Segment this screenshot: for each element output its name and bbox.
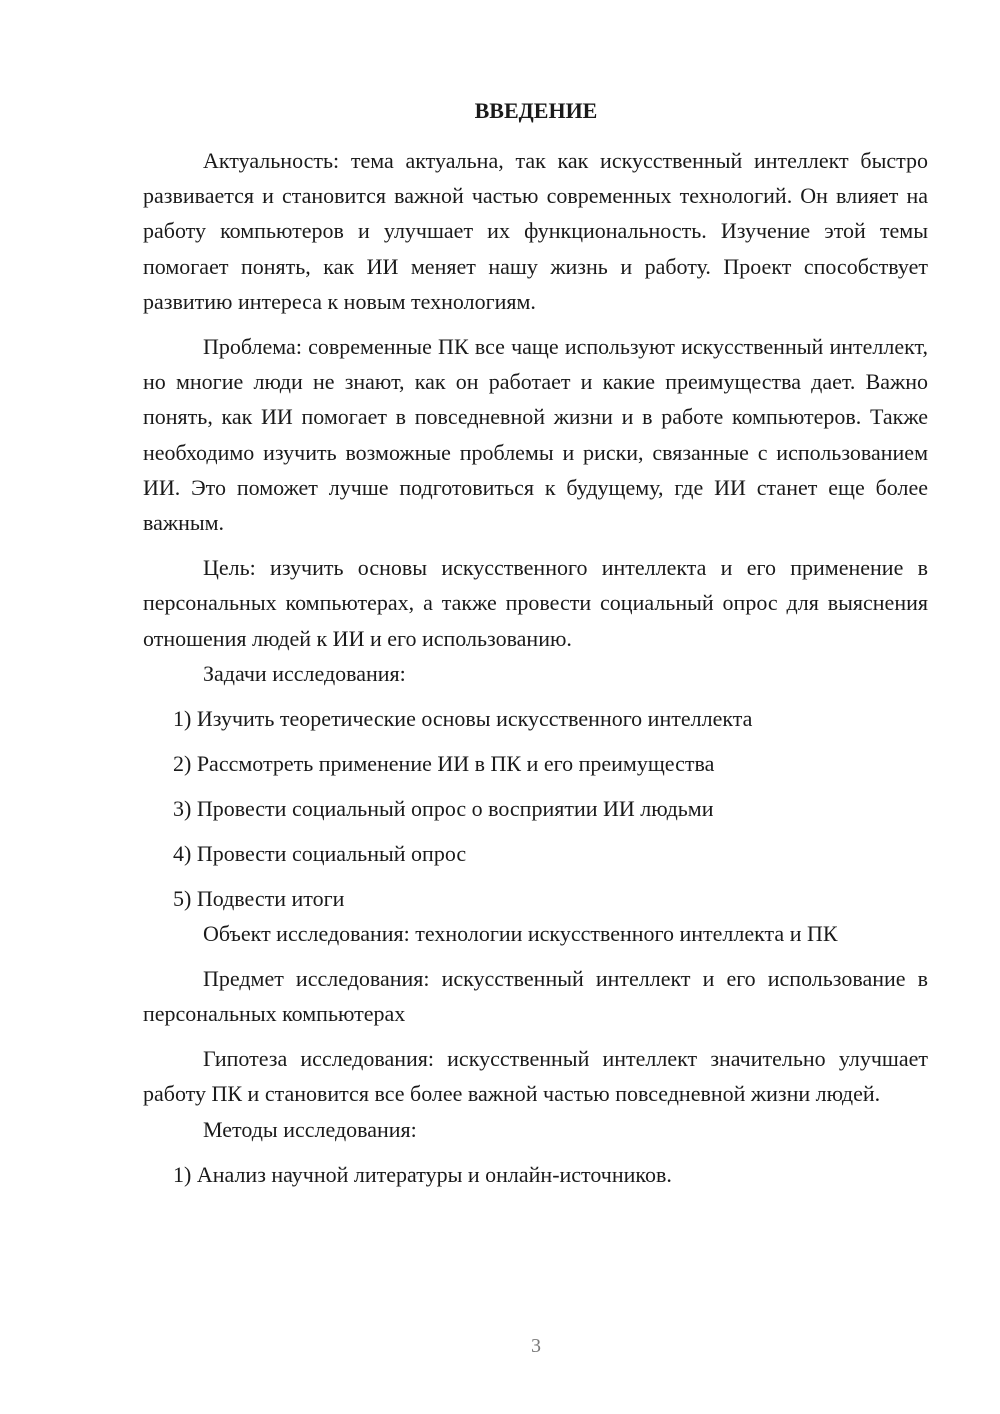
methods-list <box>143 1157 928 1192</box>
paragraph-hypothesis: Гипотеза исследования: искусственный интеллект значительно улучшает работу ПК и становится все более важной частью повседневной жизни людей. <box>143 1046 928 1107</box>
list-item: 1) Анализ научной литературы и онлайн-источников. <box>173 1161 672 1187</box>
list-item: 3) Провести социальный опрос о восприятии ИИ людьми <box>173 795 714 821</box>
paragraph-subject: Предмет исследования: искусственный интеллект и его использование в персональных компьютерах <box>143 965 928 1027</box>
paragraph-problem: Проблема: современные ПК все чаще используют искусственный интеллект, но многие люди не знают, как он работает и какие преимущества дает. Важно понять, как ИИ помогает в повседневной жизни и в работе компьютеров. Также необходимо изучить возможные проблемы и риски, связанные с использованием ИИ. Это поможет лучше подготовиться к будущему, где ИИ станет еще более важным. <box>143 334 928 536</box>
paragraph-object: Объект исследования: технологии искусственного интеллекта и ПК <box>203 920 838 946</box>
section-heading: ВВЕДЕНИЕ <box>474 98 598 123</box>
list-item: 5) Подвести итоги <box>173 885 345 911</box>
list-item: 1) Изучить теоретические основы искусственного интеллекта <box>173 705 753 731</box>
paragraph-relevance: Актуальность: тема актуальна, так как искусственный интеллект быстро развивается и становится важной частью современных технологий. Он влияет на работу компьютеров и улучшает их функциональность. Изучение этой темы помогает понять, как ИИ меняет нашу жизнь и работу. Проект способствует развитию интереса к новым технологиям. <box>143 148 928 314</box>
methods-title: Методы исследования: <box>203 1116 417 1142</box>
list-item: 2) Рассмотреть применение ИИ в ПК и его преимущества <box>173 750 715 776</box>
page-number: 3 <box>531 1335 541 1357</box>
list-item: 4) Провести социальный опрос <box>173 840 467 866</box>
document-body <box>143 143 928 1192</box>
paragraph-goal: Цель: изучить основы искусственного интеллекта и его применение в персональных компьютерах, а также провести социальный опрос для выяснения отношения людей к ИИ и его использованию. <box>143 555 928 651</box>
tasks-title: Задачи исследования: <box>203 660 406 686</box>
tasks-list <box>143 701 928 916</box>
